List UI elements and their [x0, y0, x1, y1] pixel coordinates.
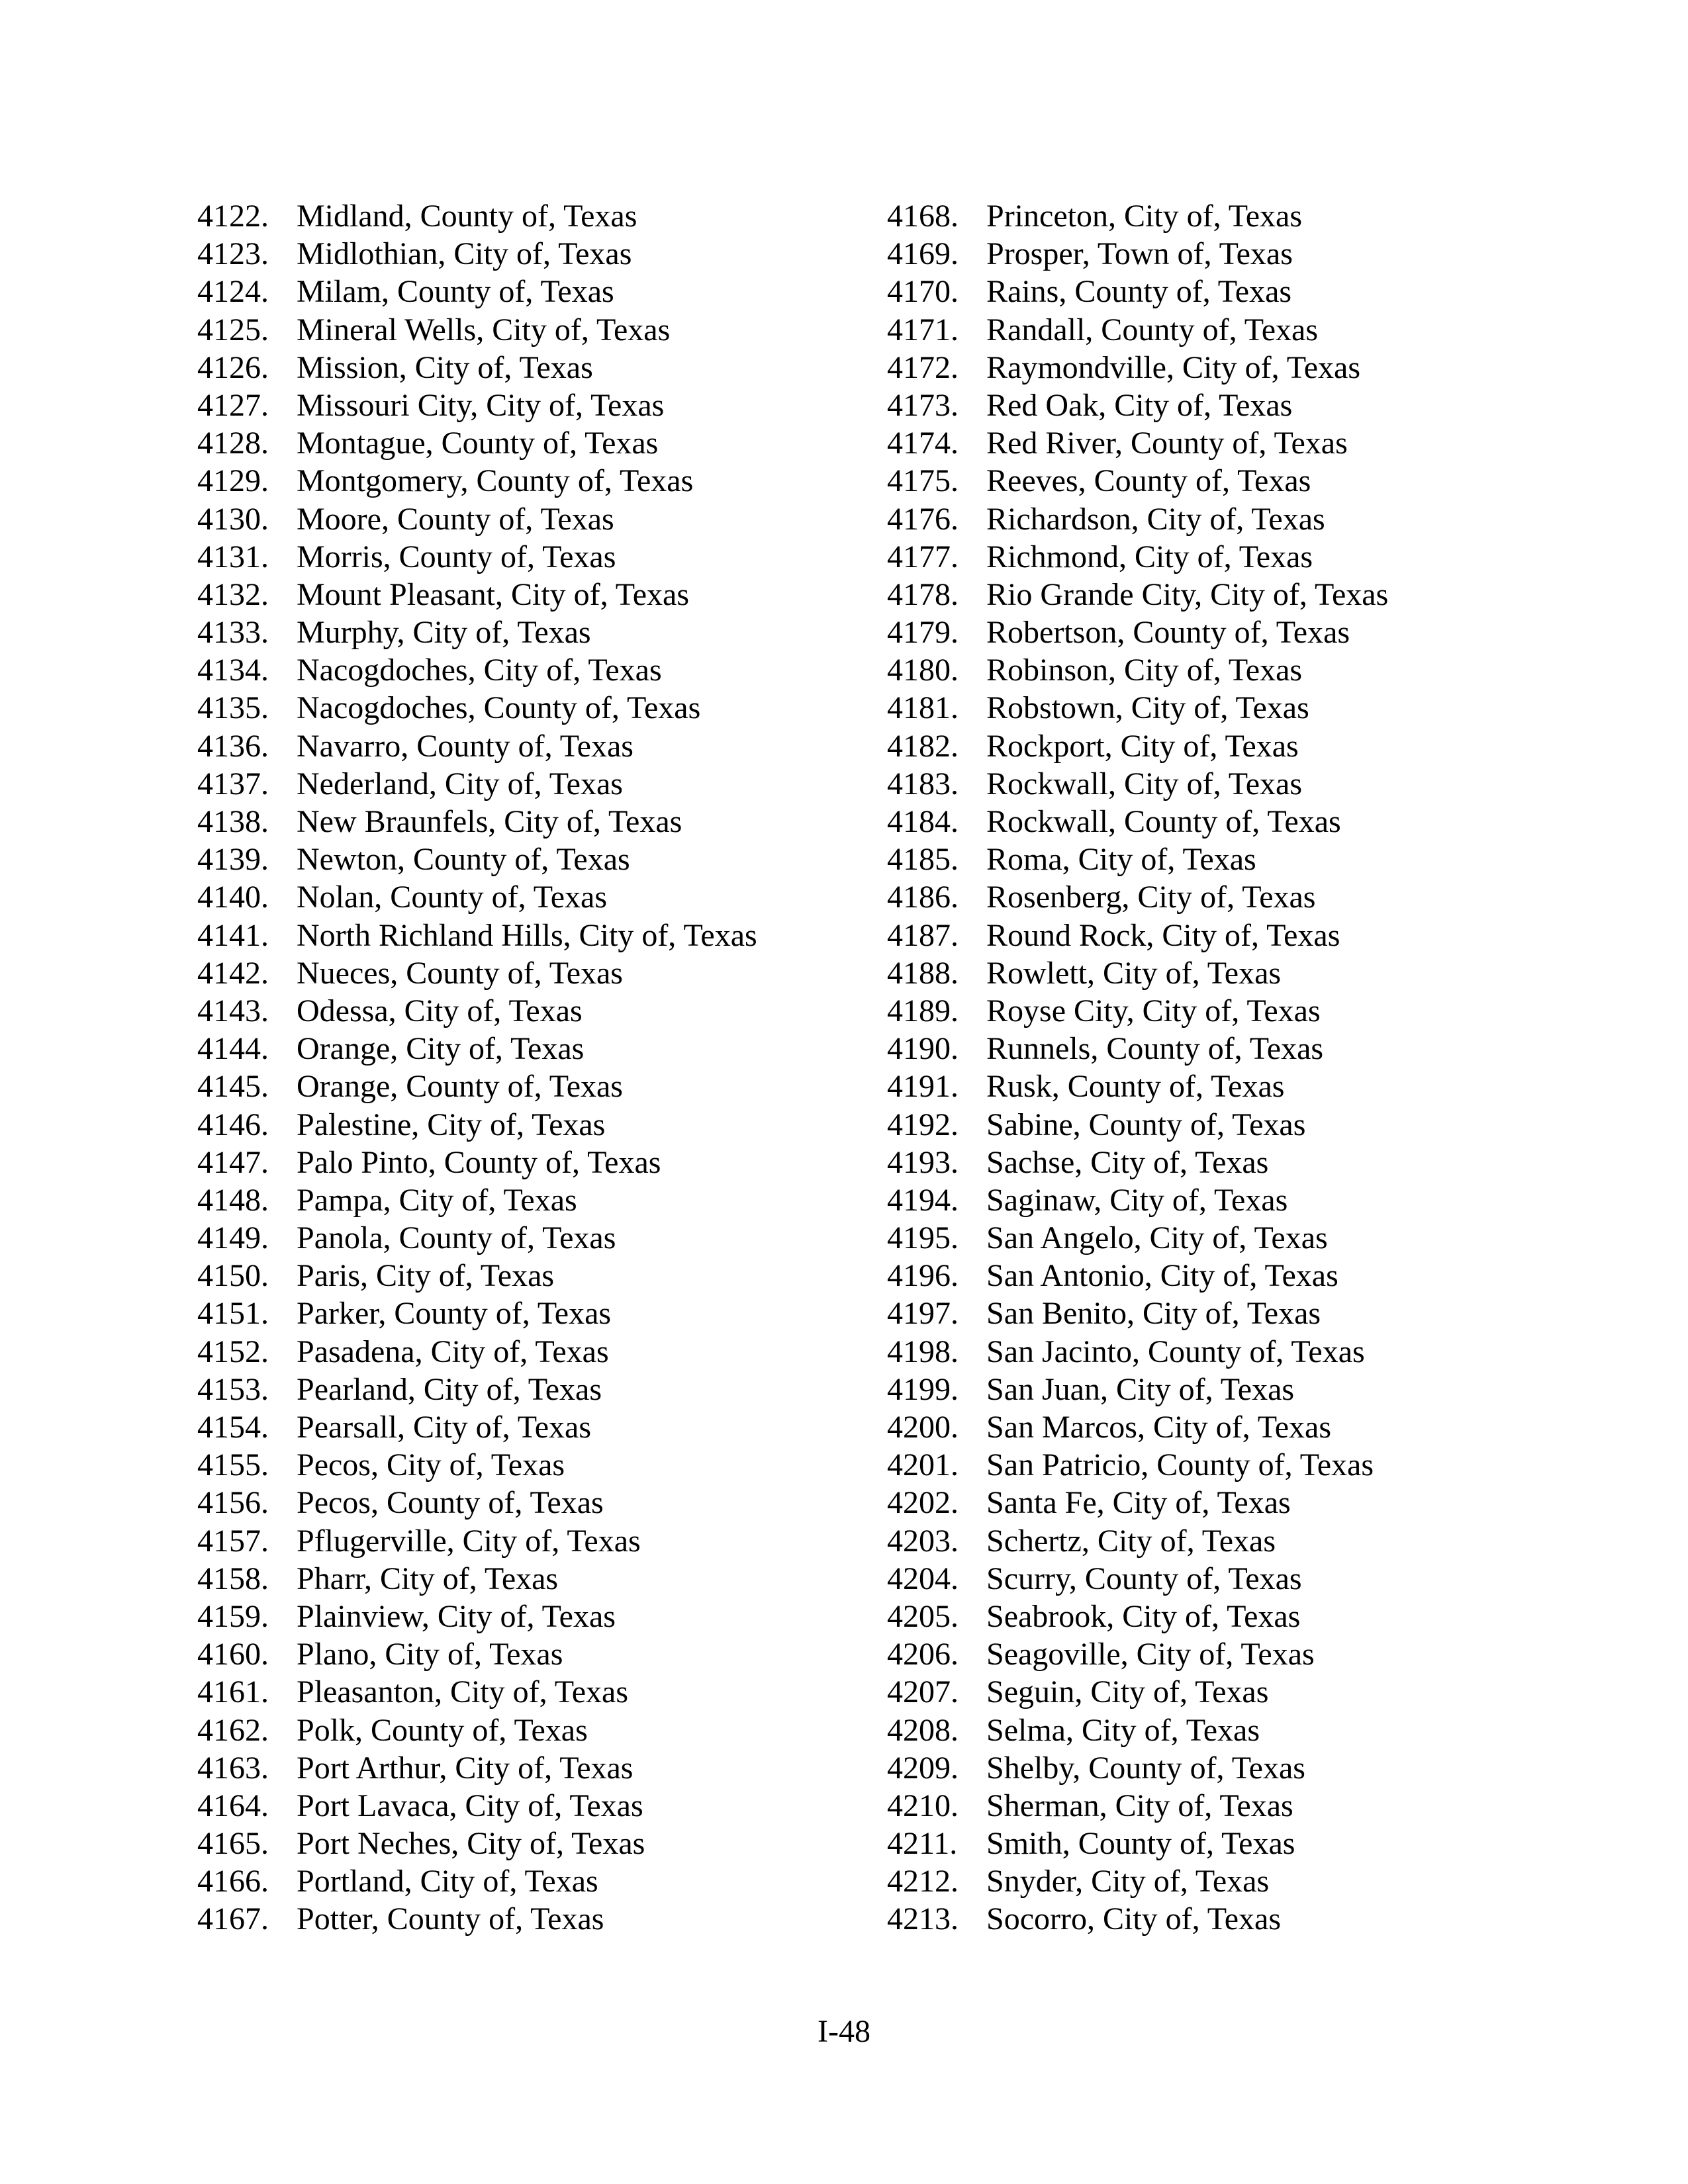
item-number: 4130. — [197, 501, 269, 537]
list-item — [197, 1484, 859, 1522]
item-number: 4142. — [197, 955, 269, 991]
list-item — [197, 424, 859, 462]
item-number: 4168. — [887, 199, 959, 234]
item-name: Santa Fe, City of, Texas — [986, 1485, 1291, 1521]
list-item — [197, 576, 859, 614]
list-item — [197, 1068, 859, 1105]
item-number: 4183. — [887, 766, 959, 801]
item-name: Robertson, County of, Texas — [986, 615, 1350, 651]
list-item — [887, 1446, 1483, 1484]
list-item — [197, 803, 859, 841]
list-item — [197, 349, 859, 387]
item-number: 4174. — [887, 426, 959, 461]
item-number: 4162. — [197, 1712, 269, 1748]
item-name: Morris, County of, Texas — [297, 539, 616, 574]
item-number: 4190. — [887, 1031, 959, 1067]
item-name: Seabrook, City of, Texas — [986, 1598, 1301, 1634]
item-name: Sherman, City of, Texas — [986, 1788, 1293, 1823]
item-number: 4196. — [887, 1258, 959, 1294]
list-item — [197, 917, 859, 954]
list-item — [887, 878, 1483, 916]
item-name: Rio Grande City, City of, Texas — [986, 576, 1389, 612]
item-name: Plano, City of, Texas — [297, 1637, 563, 1672]
list-item — [197, 1749, 859, 1787]
item-number: 4188. — [887, 955, 959, 991]
item-number: 4170. — [887, 274, 959, 310]
list-item — [887, 1295, 1483, 1332]
list-item — [887, 273, 1483, 310]
item-name: Mission, City of, Texas — [297, 349, 593, 385]
item-name: Raymondville, City of, Texas — [986, 349, 1361, 385]
item-number: 4163. — [197, 1750, 269, 1786]
item-number: 4140. — [197, 880, 269, 915]
item-name: Odessa, City of, Texas — [297, 993, 583, 1028]
item-number: 4135. — [197, 690, 269, 726]
list-item — [197, 1787, 859, 1825]
list-item — [887, 197, 1483, 235]
item-name: Red Oak, City of, Texas — [986, 387, 1293, 423]
item-name: Navarro, County of, Texas — [297, 728, 633, 764]
item-number: 4194. — [887, 1182, 959, 1218]
item-name: San Antonio, City of, Texas — [986, 1258, 1338, 1294]
list-item — [197, 1181, 859, 1219]
item-name: Pasadena, City of, Texas — [297, 1334, 609, 1369]
item-number: 4133. — [197, 615, 269, 651]
item-name: Rockwall, County of, Texas — [986, 804, 1341, 839]
item-name: San Jacinto, County of, Texas — [986, 1334, 1365, 1369]
item-name: Murphy, City of, Texas — [297, 615, 591, 651]
list-item — [887, 651, 1483, 689]
item-number: 4125. — [197, 312, 269, 347]
item-name: North Richland Hills, City of, Texas — [297, 917, 757, 953]
item-name: Pflugerville, City of, Texas — [297, 1523, 641, 1559]
item-number: 4213. — [887, 1901, 959, 1937]
item-name: Snyder, City of, Texas — [986, 1864, 1270, 1899]
item-number: 4185. — [887, 842, 959, 878]
list-item — [887, 576, 1483, 614]
item-name: Newton, County of, Texas — [297, 842, 630, 878]
item-name: Shelby, County of, Texas — [986, 1750, 1305, 1786]
item-name: Saginaw, City of, Texas — [986, 1182, 1288, 1218]
item-number: 4201. — [887, 1447, 959, 1483]
list-item — [887, 1522, 1483, 1560]
item-name: Richmond, City of, Texas — [986, 539, 1313, 574]
item-number: 4186. — [887, 880, 959, 915]
item-number: 4199. — [887, 1371, 959, 1407]
item-name: Paris, City of, Texas — [297, 1258, 555, 1294]
list-item — [887, 311, 1483, 349]
item-number: 4151. — [197, 1296, 269, 1332]
item-number: 4148. — [197, 1182, 269, 1218]
item-name: Orange, City of, Texas — [297, 1031, 585, 1067]
item-name: Pecos, County of, Texas — [297, 1485, 604, 1521]
item-number: 4155. — [197, 1447, 269, 1483]
item-number: 4137. — [197, 766, 269, 801]
item-number: 4153. — [197, 1371, 269, 1407]
item-name: Portland, City of, Texas — [297, 1864, 598, 1899]
list-item — [197, 1408, 859, 1446]
list-item — [887, 614, 1483, 651]
item-number: 4179. — [887, 615, 959, 651]
item-number: 4184. — [887, 804, 959, 839]
item-number: 4159. — [197, 1598, 269, 1634]
item-name: San Benito, City of, Texas — [986, 1296, 1321, 1332]
item-number: 4202. — [887, 1485, 959, 1521]
list-item — [887, 1219, 1483, 1257]
list-item — [887, 1144, 1483, 1181]
list-item — [197, 1030, 859, 1068]
list-item — [197, 387, 859, 424]
list-item — [197, 1219, 859, 1257]
item-name: Rowlett, City of, Texas — [986, 955, 1282, 991]
item-name: Moore, County of, Texas — [297, 501, 614, 537]
item-number: 4138. — [197, 804, 269, 839]
list-item — [197, 197, 859, 235]
item-name: Roma, City of, Texas — [986, 842, 1256, 878]
list-item — [887, 954, 1483, 992]
list-item — [887, 1371, 1483, 1408]
item-name: Mount Pleasant, City of, Texas — [297, 576, 690, 612]
item-number: 4141. — [197, 917, 269, 953]
list-item — [197, 1333, 859, 1371]
item-number: 4182. — [887, 728, 959, 764]
item-name: Reeves, County of, Texas — [986, 463, 1311, 499]
item-number: 4123. — [197, 236, 269, 272]
item-number: 4191. — [887, 1069, 959, 1105]
list-item — [887, 1862, 1483, 1900]
item-name: Rusk, County of, Texas — [986, 1069, 1285, 1105]
list-item — [887, 841, 1483, 878]
list-item — [197, 235, 859, 273]
list-item — [197, 1900, 859, 1938]
list-item — [887, 917, 1483, 954]
list-item — [887, 1825, 1483, 1862]
item-number: 4160. — [197, 1637, 269, 1672]
item-number: 4207. — [887, 1674, 959, 1710]
list-item — [197, 1635, 859, 1673]
item-number: 4131. — [197, 539, 269, 574]
item-number: 4145. — [197, 1069, 269, 1105]
list-item — [887, 689, 1483, 727]
list-item — [197, 1295, 859, 1332]
item-number: 4181. — [887, 690, 959, 726]
item-name: Nacogdoches, County of, Texas — [297, 690, 701, 726]
item-number: 4143. — [197, 993, 269, 1028]
list-item — [887, 992, 1483, 1030]
item-number: 4156. — [197, 1485, 269, 1521]
list-item — [887, 765, 1483, 803]
item-number: 4154. — [197, 1410, 269, 1445]
list-item — [887, 1068, 1483, 1105]
page-number: I-48 — [818, 2014, 870, 2049]
list-item — [887, 1711, 1483, 1749]
item-number: 4203. — [887, 1523, 959, 1559]
item-name: Robinson, City of, Texas — [986, 653, 1303, 688]
item-name: Port Arthur, City of, Texas — [297, 1750, 633, 1786]
item-name: Royse City, City of, Texas — [986, 993, 1321, 1028]
item-number: 4149. — [197, 1220, 269, 1256]
list-item — [197, 311, 859, 349]
item-name: Panola, County of, Texas — [297, 1220, 616, 1256]
list-item — [197, 500, 859, 538]
item-number: 4195. — [887, 1220, 959, 1256]
list-item — [197, 765, 859, 803]
item-name: Sachse, City of, Texas — [986, 1144, 1269, 1180]
item-number: 4157. — [197, 1523, 269, 1559]
item-name: Palo Pinto, County of, Texas — [297, 1144, 661, 1180]
item-name: Rosenberg, City of, Texas — [986, 880, 1316, 915]
item-name: Rockwall, City of, Texas — [986, 766, 1303, 801]
list-item — [887, 424, 1483, 462]
item-number: 4192. — [887, 1107, 959, 1142]
item-name: Nolan, County of, Texas — [297, 880, 608, 915]
item-name: Nederland, City of, Texas — [297, 766, 623, 801]
list-item — [197, 651, 859, 689]
item-name: Midlothian, City of, Texas — [297, 236, 632, 272]
list-item — [197, 841, 859, 878]
item-number: 4166. — [197, 1864, 269, 1899]
item-number: 4175. — [887, 463, 959, 499]
item-number: 4205. — [887, 1598, 959, 1634]
list-item — [197, 689, 859, 727]
list-item — [887, 1673, 1483, 1711]
list-item — [197, 1446, 859, 1484]
item-name: Round Rock, City of, Texas — [986, 917, 1340, 953]
item-name: Parker, County of, Texas — [297, 1296, 612, 1332]
list-item — [197, 1598, 859, 1635]
list-item — [887, 1635, 1483, 1673]
item-name: Seguin, City of, Texas — [986, 1674, 1269, 1710]
item-name: Potter, County of, Texas — [297, 1901, 604, 1937]
item-number: 4177. — [887, 539, 959, 574]
list-item — [887, 803, 1483, 841]
list-item — [197, 1522, 859, 1560]
item-number: 4180. — [887, 653, 959, 688]
item-name: Red River, County of, Texas — [986, 426, 1348, 461]
item-name: Seagoville, City of, Texas — [986, 1637, 1315, 1672]
item-number: 4208. — [887, 1712, 959, 1748]
left-column-list — [197, 197, 859, 1938]
item-number: 4197. — [887, 1296, 959, 1332]
item-number: 4150. — [197, 1258, 269, 1294]
list-item — [197, 462, 859, 500]
item-name: Polk, County of, Texas — [297, 1712, 588, 1748]
list-item — [197, 954, 859, 992]
item-name: Selma, City of, Texas — [986, 1712, 1260, 1748]
item-number: 4126. — [197, 349, 269, 385]
item-number: 4122. — [197, 199, 269, 234]
item-name: Schertz, City of, Texas — [986, 1523, 1276, 1559]
item-name: Rockport, City of, Texas — [986, 728, 1299, 764]
list-item — [887, 500, 1483, 538]
item-name: Pampa, City of, Texas — [297, 1182, 577, 1218]
item-number: 4209. — [887, 1750, 959, 1786]
item-name: Runnels, County of, Texas — [986, 1031, 1324, 1067]
list-item — [197, 614, 859, 651]
list-item — [887, 235, 1483, 273]
list-item — [197, 992, 859, 1030]
item-number: 4127. — [197, 387, 269, 423]
item-number: 4169. — [887, 236, 959, 272]
item-number: 4167. — [197, 1901, 269, 1937]
item-number: 4147. — [197, 1144, 269, 1180]
item-name: Socorro, City of, Texas — [986, 1901, 1282, 1937]
item-number: 4152. — [197, 1334, 269, 1369]
item-number: 4161. — [197, 1674, 269, 1710]
list-item — [887, 1598, 1483, 1635]
item-number: 4210. — [887, 1788, 959, 1823]
list-item — [197, 1862, 859, 1900]
list-item — [887, 462, 1483, 500]
item-name: Scurry, County of, Texas — [986, 1561, 1302, 1596]
list-item — [197, 1825, 859, 1862]
item-number: 4212. — [887, 1864, 959, 1899]
item-name: Smith, County of, Texas — [986, 1826, 1295, 1862]
item-number: 4129. — [197, 463, 269, 499]
item-number: 4200. — [887, 1410, 959, 1445]
list-item — [887, 727, 1483, 765]
item-name: Pleasanton, City of, Texas — [297, 1674, 629, 1710]
item-name: Nacogdoches, City of, Texas — [297, 653, 662, 688]
list-item — [887, 538, 1483, 576]
item-name: San Marcos, City of, Texas — [986, 1410, 1332, 1445]
list-item — [197, 1560, 859, 1598]
item-number: 4176. — [887, 501, 959, 537]
item-name: Midland, County of, Texas — [297, 199, 637, 234]
item-number: 4211. — [887, 1826, 958, 1862]
item-name: Palestine, City of, Texas — [297, 1107, 606, 1142]
item-name: New Braunfels, City of, Texas — [297, 804, 682, 839]
list-item — [887, 1484, 1483, 1522]
list-item — [197, 1711, 859, 1749]
item-number: 4171. — [887, 312, 959, 347]
item-number: 4139. — [197, 842, 269, 878]
item-number: 4206. — [887, 1637, 959, 1672]
item-name: San Angelo, City of, Texas — [986, 1220, 1328, 1256]
item-name: Milam, County of, Texas — [297, 274, 614, 310]
item-name: Rains, County of, Texas — [986, 274, 1292, 310]
item-name: Randall, County of, Texas — [986, 312, 1319, 347]
list-item — [197, 1673, 859, 1711]
item-name: Robstown, City of, Texas — [986, 690, 1309, 726]
item-number: 4187. — [887, 917, 959, 953]
item-number: 4164. — [197, 1788, 269, 1823]
list-item — [197, 273, 859, 310]
item-name: Pharr, City of, Texas — [297, 1561, 559, 1596]
list-item — [197, 1144, 859, 1181]
list-item — [887, 1408, 1483, 1446]
item-name: Pecos, City of, Texas — [297, 1447, 565, 1483]
item-name: Missouri City, City of, Texas — [297, 387, 665, 423]
list-item — [887, 1030, 1483, 1068]
list-item — [197, 1106, 859, 1144]
item-name: Port Neches, City of, Texas — [297, 1826, 645, 1862]
list-item — [197, 538, 859, 576]
list-item — [887, 1333, 1483, 1371]
item-number: 4134. — [197, 653, 269, 688]
item-number: 4172. — [887, 349, 959, 385]
item-name: Pearland, City of, Texas — [297, 1371, 602, 1407]
list-item — [887, 387, 1483, 424]
item-name: Mineral Wells, City of, Texas — [297, 312, 671, 347]
list-item — [197, 727, 859, 765]
item-name: Prosper, Town of, Texas — [986, 236, 1293, 272]
item-name: Montgomery, County of, Texas — [297, 463, 694, 499]
item-name: Pearsall, City of, Texas — [297, 1410, 592, 1445]
item-number: 4124. — [197, 274, 269, 310]
item-name: Sabine, County of, Texas — [986, 1107, 1306, 1142]
list-item — [887, 349, 1483, 387]
list-item — [887, 1749, 1483, 1787]
item-name: Richardson, City of, Texas — [986, 501, 1325, 537]
item-number: 4132. — [197, 576, 269, 612]
list-item — [887, 1181, 1483, 1219]
list-item — [887, 1106, 1483, 1144]
right-column-list — [887, 197, 1483, 1938]
item-number: 4136. — [197, 728, 269, 764]
item-number: 4189. — [887, 993, 959, 1028]
item-name: Orange, County of, Texas — [297, 1069, 623, 1105]
item-number: 4178. — [887, 576, 959, 612]
item-name: San Patricio, County of, Texas — [986, 1447, 1374, 1483]
item-number: 4158. — [197, 1561, 269, 1596]
item-number: 4198. — [887, 1334, 959, 1369]
item-name: Plainview, City of, Texas — [297, 1598, 616, 1634]
list-item — [197, 878, 859, 916]
item-name: Port Lavaca, City of, Texas — [297, 1788, 643, 1823]
item-number: 4146. — [197, 1107, 269, 1142]
item-name: Montague, County of, Texas — [297, 426, 659, 461]
list-item — [197, 1371, 859, 1408]
item-name: San Juan, City of, Texas — [986, 1371, 1295, 1407]
item-name: Princeton, City of, Texas — [986, 199, 1303, 234]
item-number: 4204. — [887, 1561, 959, 1596]
item-number: 4165. — [197, 1826, 269, 1862]
list-item — [887, 1257, 1483, 1295]
list-item — [887, 1787, 1483, 1825]
list-item — [887, 1560, 1483, 1598]
list-item — [197, 1257, 859, 1295]
item-number: 4128. — [197, 426, 269, 461]
item-number: 4144. — [197, 1031, 269, 1067]
item-number: 4193. — [887, 1144, 959, 1180]
item-name: Nueces, County of, Texas — [297, 955, 623, 991]
item-number: 4173. — [887, 387, 959, 423]
list-item — [887, 1900, 1483, 1938]
